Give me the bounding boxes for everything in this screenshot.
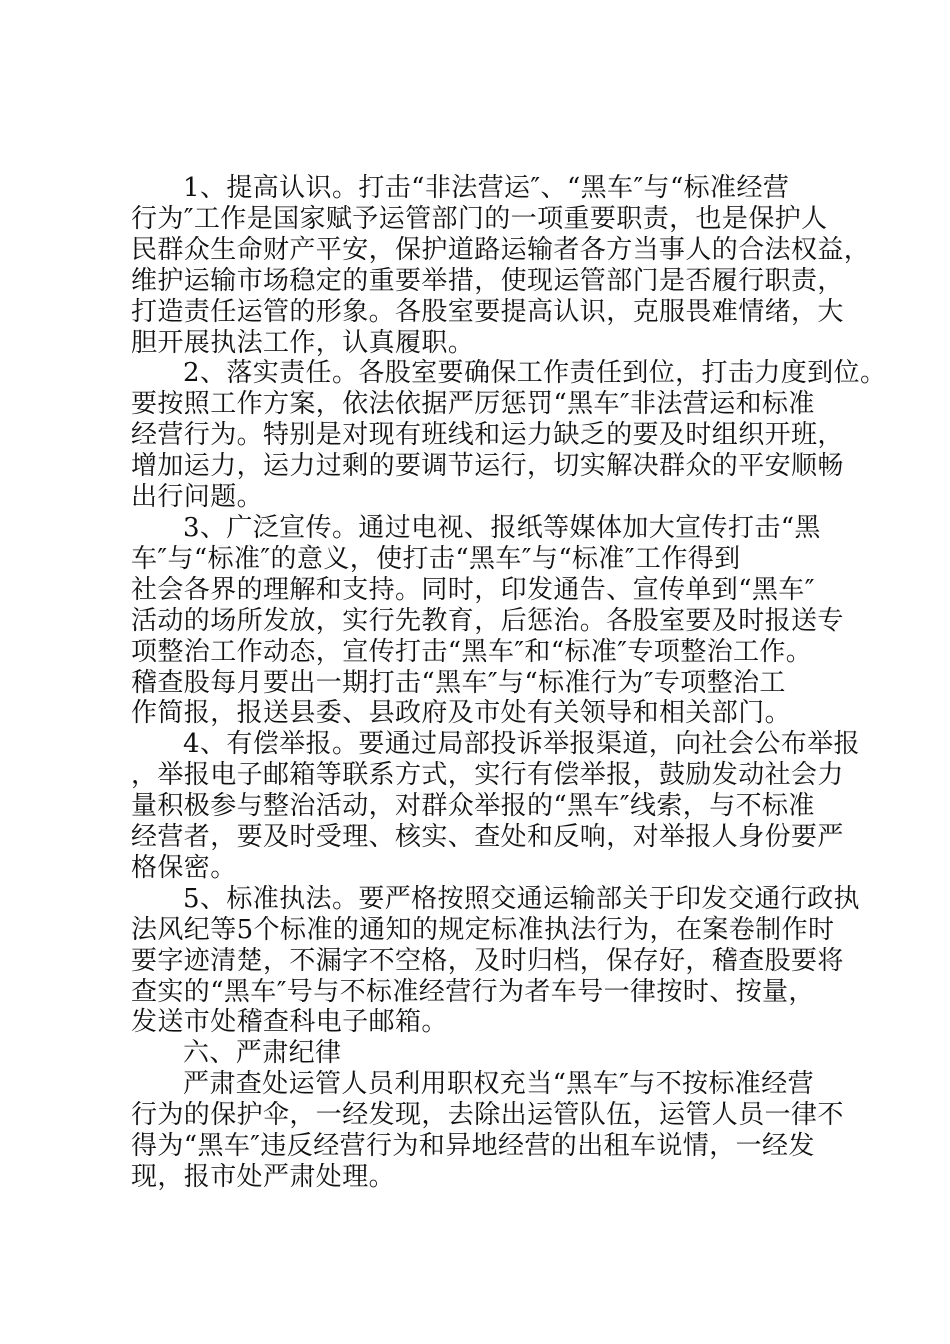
text-line: 胆开展执法工作，认真履职。 — [131, 327, 475, 358]
text-line: 5、标准执法。要严格按照交通运输部关于印发交通行政执 — [183, 883, 860, 914]
text-line: 要字迹清楚，不漏字不空格，及时归档，保存好，稽查股要将 — [131, 945, 844, 976]
text-line: 经营行为。特别是对现有班线和运力缺乏的要及时组织开班， — [131, 420, 844, 451]
paragraph-6 — [131, 1069, 844, 1193]
text-line: 要按照工作方案，依法依据严厉惩罚“黑车″非法营运和标准 — [131, 389, 815, 420]
text-line: 量积极参与整治活动，对群众举报的“黑车″线索，与不标准 — [131, 791, 815, 822]
text-line: 得为“黑车″违反经营行为和异地经营的出租车说情，一经发 — [131, 1131, 815, 1162]
text-line: 出行问题。 — [131, 482, 264, 513]
text-line: 活动的场所发放，实行先教育，后惩治。各股室要及时报送专 — [131, 605, 844, 636]
text-line: ，举报电子邮箱等联系方式，实行有偿举报，鼓励发动社会力 — [131, 760, 844, 791]
text-line: 现，报市处严肃处理。 — [131, 1162, 396, 1192]
text-line: 车″与“标准″的意义，使打击“黑车″与“标准″工作得到 — [131, 543, 741, 574]
text-line: 社会各界的理解和支持。同时，印发通告、宣传单到“黑车″ — [131, 574, 815, 605]
text-line: 增加运力，运力过剩的要调节运行，切实解决群众的平安顺畅 — [131, 451, 844, 482]
text-line: 严肃查处运管人员利用职权充当“黑车″与不按标准经营 — [183, 1069, 815, 1100]
text-line: 作简报，报送县委、县政府及市处有关领导和相关部门。 — [131, 698, 792, 729]
text-line: 格保密。 — [131, 852, 237, 883]
paragraph-3 — [131, 512, 844, 729]
text-line: 稽查股每月要出一期打击“黑车″与“标准行为″专项整治工 — [131, 667, 786, 698]
text-line: 查实的“黑车″号与不标准经营行为者车号一律按时、按量， — [131, 976, 815, 1007]
text-line: 打造责任运管的形象。各股室要提高认识，克服畏难情绪，大 — [131, 296, 844, 327]
text-line: 1、提高认识。打击“非法营运″、“黑车″与“标准经营 — [183, 173, 790, 203]
document-body — [131, 173, 887, 1193]
text-line: 行为的保护伞，一经发现，去除出运管队伍，运管人员一律不 — [131, 1100, 844, 1131]
text-line: 项整治工作动态，宣传打击“黑车″和“标准″专项整治工作。 — [131, 636, 813, 667]
paragraph-5 — [131, 883, 860, 1039]
paragraph-1 — [131, 173, 871, 358]
text-line: 维护运输市场稳定的重要举措，使现运管部门是否履行职责， — [131, 265, 844, 296]
paragraph-4 — [131, 729, 860, 884]
text-line: 民群众生命财产平安，保护道路运输者各方当事人的合法权益， — [131, 234, 871, 265]
text-line: 3、广泛宣传。通过电视、报纸等媒体加大宣传打击“黑 — [183, 512, 821, 543]
text-line: 行为″工作是国家赋予运管部门的一项重要职责，也是保护人 — [131, 203, 828, 234]
text-line: 法风纪等5个标准的通知的规定标准执法行为，在案卷制作时 — [131, 914, 835, 945]
text-line: 4、有偿举报。要通过局部投诉举报渠道，向社会公布举报 — [183, 729, 860, 760]
text-line: 2、落实责任。各股室要确保工作责任到位，打击力度到位。 — [183, 358, 887, 389]
paragraph-2 — [131, 358, 887, 513]
section-heading: 六、严肃纪律 — [183, 1038, 342, 1069]
text-line: 经营者，要及时受理、核实、查处和反响，对举报人身份要严 — [131, 822, 844, 853]
text-line: 发送市处稽查科电子邮箱。 — [131, 1007, 448, 1038]
